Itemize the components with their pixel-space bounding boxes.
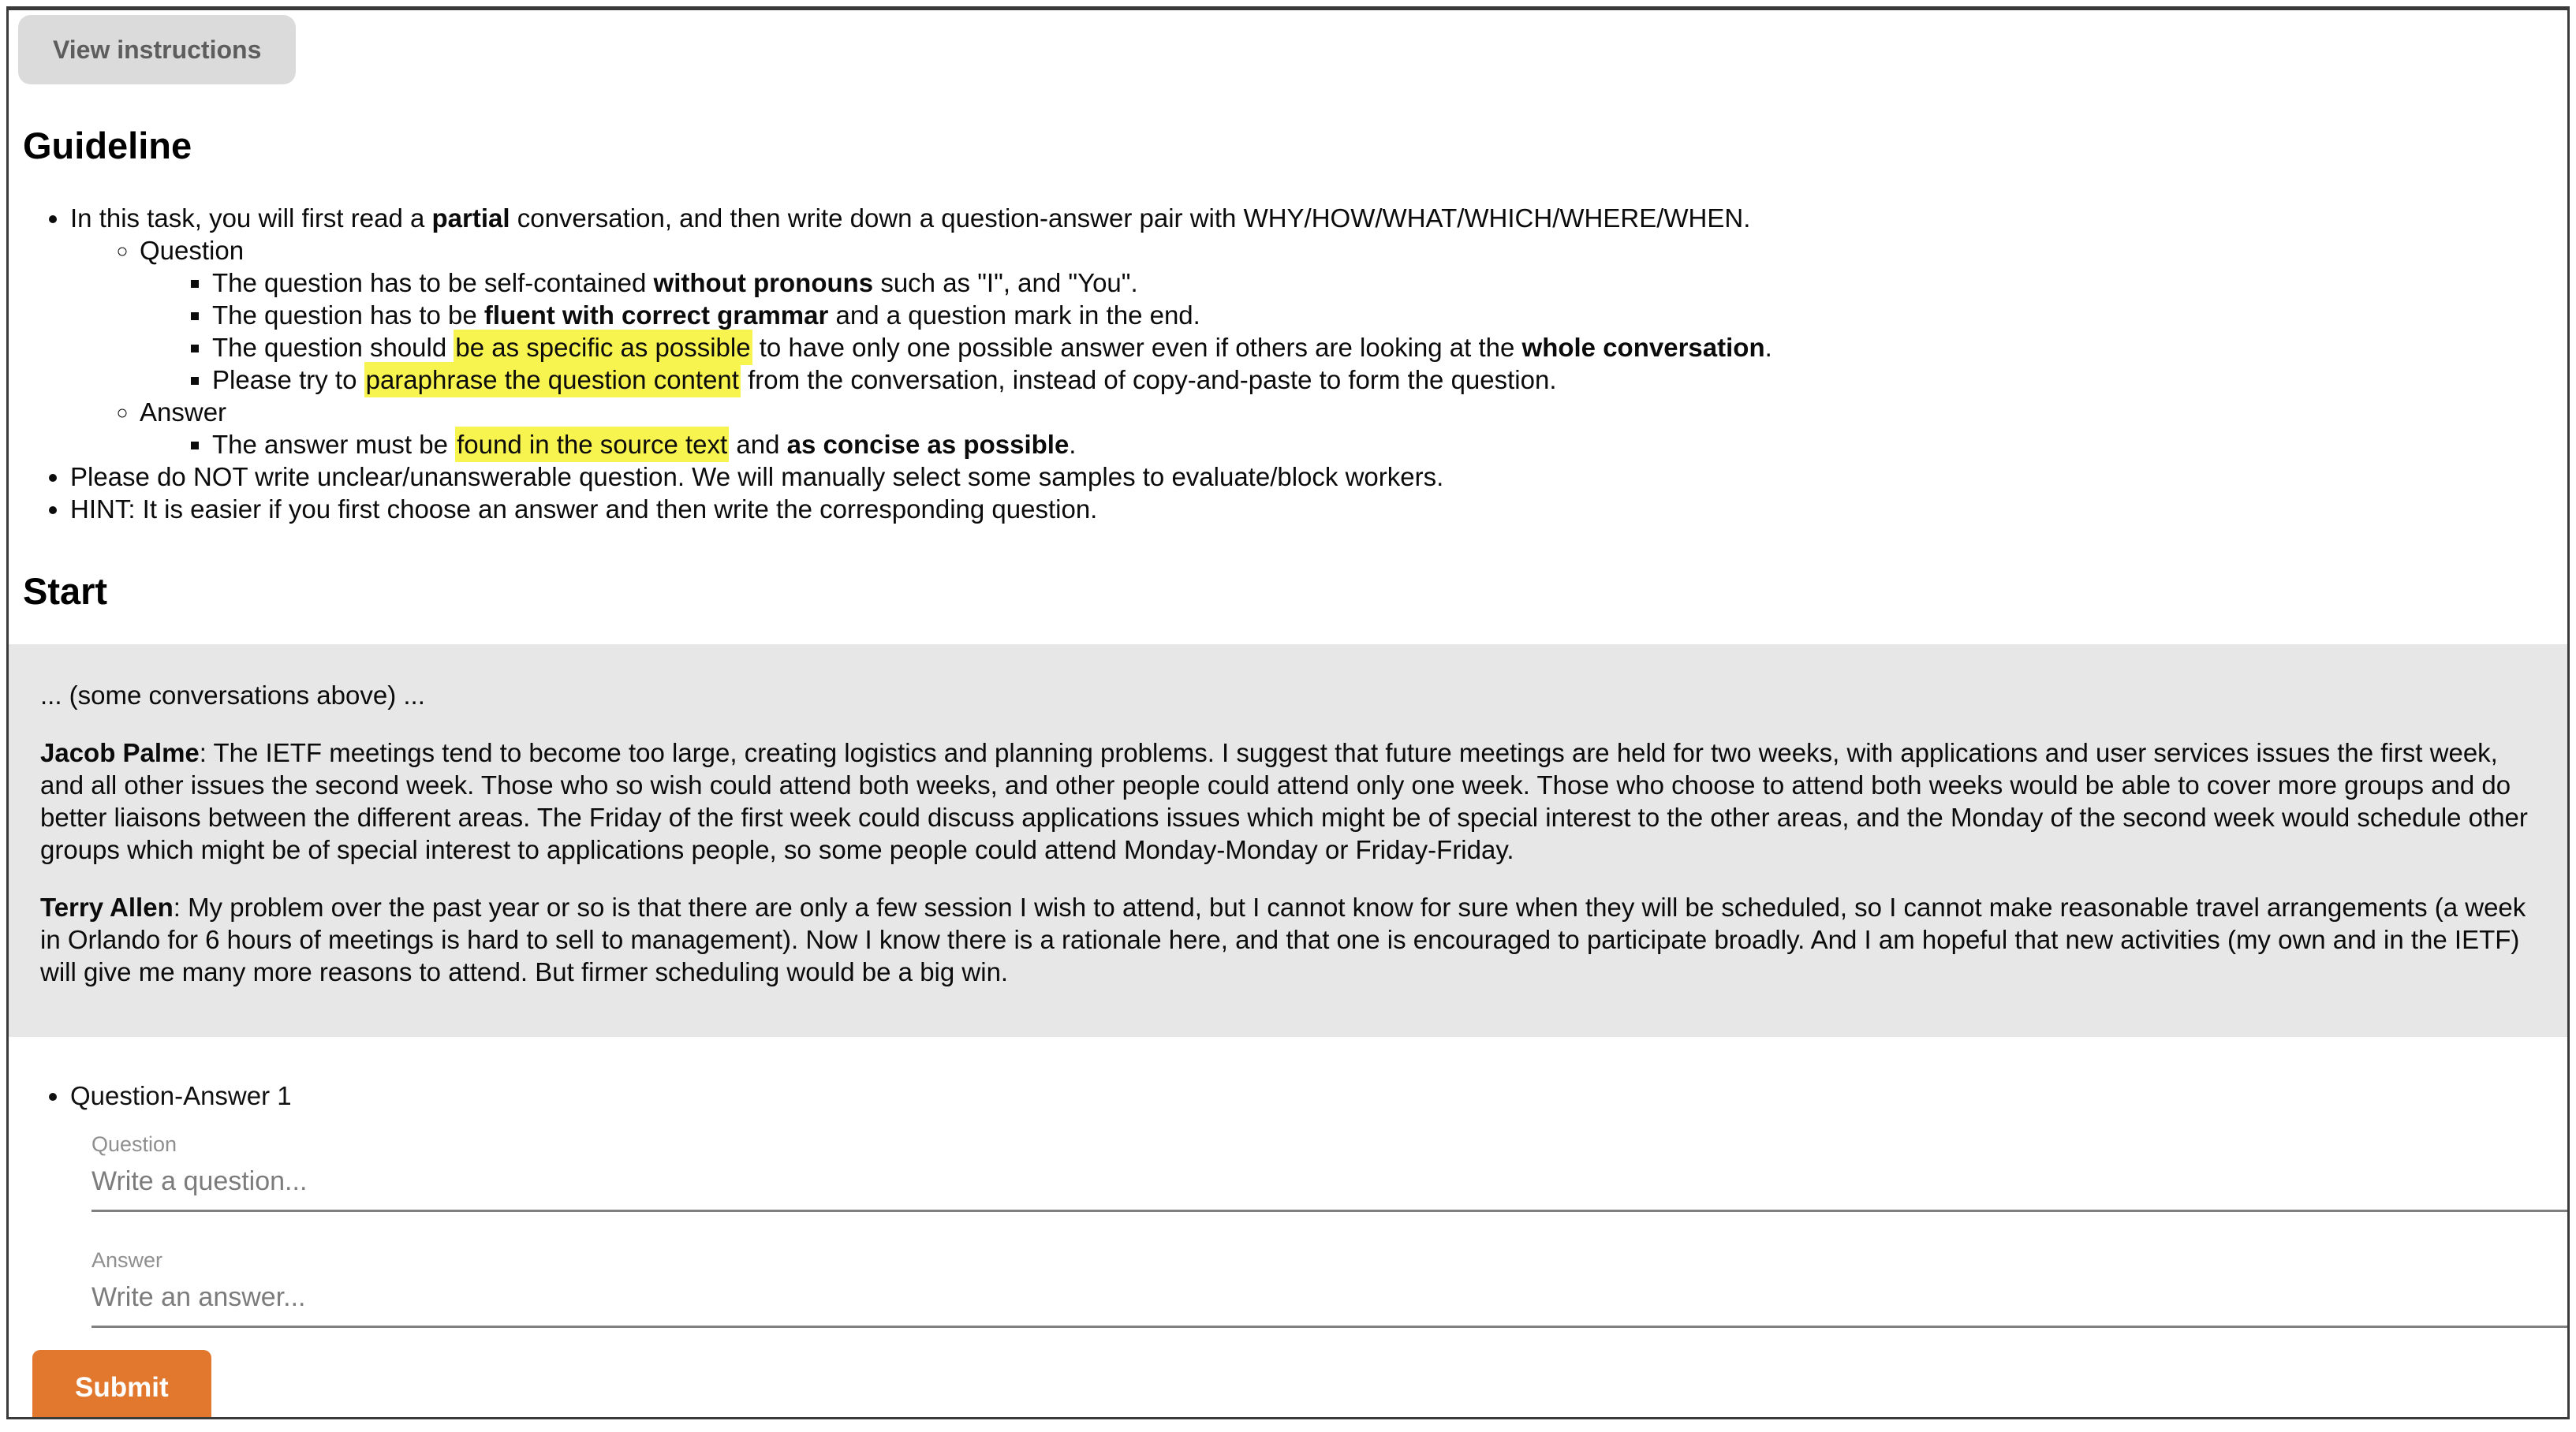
question-field-group xyxy=(91,1132,2567,1212)
answer-input[interactable] xyxy=(91,1276,2567,1328)
conversation-turn: Jacob Palme: The IETF meetings tend to become too large, creating logistics and planning problems. I suggest that future meetings are held for two weeks, with applications and user services issues the first week, and all other issues the second week. Those who so wish could attend both weeks, and other people could attend only one week. Those who choose to attend both weeks would be able to cover more groups and do better liaisons between the different areas. The Friday of the first week could discuss applications issues which might be of special interest to the other areas, and the Monday of the second week would schedule other groups which might be of special interest to applications people, so some people could attend Monday-Monday or Friday-Friday. xyxy=(40,738,2528,864)
guideline-list xyxy=(9,202,2567,525)
answer-label: Answer xyxy=(91,1248,163,1272)
guideline-item: • HINT: It is easier if you first choose an answer and then write the corresponding question. xyxy=(70,493,2567,525)
guideline-item: ▪ The question has to be self-contained without pronouns such as "I", and "You". xyxy=(212,267,2567,299)
highlighted-text: paraphrase the question content xyxy=(364,362,741,397)
highlighted-text: found in the source text xyxy=(455,427,729,462)
qa-item xyxy=(70,1080,2567,1112)
speaker-name: Jacob Palme xyxy=(40,738,200,767)
qa-list xyxy=(9,1080,2567,1112)
view-instructions-button[interactable]: View instructions xyxy=(18,15,296,84)
speaker-name: Terry Allen xyxy=(40,893,174,922)
guideline-item: • Please do NOT write unclear/unanswerable question. We will manually select some samples to evaluate/block workers. xyxy=(70,461,2567,493)
guideline-item: ▪ The question should be as specific as possible to have only one possible answer even if others are looking at the whole conversation. xyxy=(212,331,2567,364)
qa-item-label: Question-Answer 1 xyxy=(70,1081,292,1110)
guideline-item: ◦ Question ▪ The question has to be self-contained without pronouns such as "I", and "You". ▪ The question has to be fluent with correct grammar and a question mark in the end. ▪ The question should be as specific as possible to have only one possible answer even if others are looking at the whole conversation. ▪ Please try to paraphrase the question content from the conversation, instead of copy-and-paste to form the question. xyxy=(140,234,2567,396)
conversation-ellipsis-note: ... (some conversations above) ... xyxy=(40,681,425,710)
question-input[interactable] xyxy=(91,1160,2567,1212)
conversation-box xyxy=(9,644,2567,1037)
task-page xyxy=(6,6,2570,1419)
guideline-item: ◦ Answer ▪ The answer must be found in the source text and as concise as possible. xyxy=(140,396,2567,461)
guideline-item: ▪ Please try to paraphrase the question content from the conversation, instead of copy-and-paste to form the question. xyxy=(212,364,2567,396)
qa-section xyxy=(9,1080,2567,1419)
guideline-item: ▪ The answer must be found in the source text and as concise as possible. xyxy=(212,428,2567,461)
start-title: Start xyxy=(23,570,108,612)
question-label: Question xyxy=(91,1132,177,1156)
guideline-title: Guideline xyxy=(23,125,192,166)
guideline-item: ▪ The question has to be fluent with correct grammar and a question mark in the end. xyxy=(212,299,2567,331)
guideline-item: • In this task, you will first read a partial conversation, and then write down a question-answer pair with WHY/HOW/WHAT/WHICH/WHERE/WHEN. ◦ Question ▪ The question has to be self-contained without pronouns such as "I", and "You". ▪ The question has to be fluent with correct grammar and a question mark in the end. ▪ The question should be as specific as possible to have only one possible answer even if others are looking at the whole conversation. ▪ Please try to paraphrase the question content from the conversation, instead of copy-and-paste to form the question. ◦ Answer ▪ The answer must be found in the source text and as concise as possible. xyxy=(70,202,2567,461)
conversation-turns xyxy=(40,737,2536,988)
conversation-turn: Terry Allen: My problem over the past year or so is that there are only a few session I wish to attend, but I cannot know for sure when they will be scheduled, so I cannot make reasonable travel arrangements (a week in Orlando for 6 hours of meetings is hard to sell to management). Now I know there is a rationale here, and that one is encouraged to participate broadly. And I am hopeful that new activities (my own and in the IETF) will give me many more reasons to attend. But firmer scheduling would be a big win. xyxy=(40,893,2526,986)
submit-button[interactable]: Submit xyxy=(32,1350,211,1419)
highlighted-text: be as specific as possible xyxy=(454,330,752,365)
qa-fields xyxy=(91,1132,2567,1328)
answer-field-group xyxy=(91,1248,2567,1328)
